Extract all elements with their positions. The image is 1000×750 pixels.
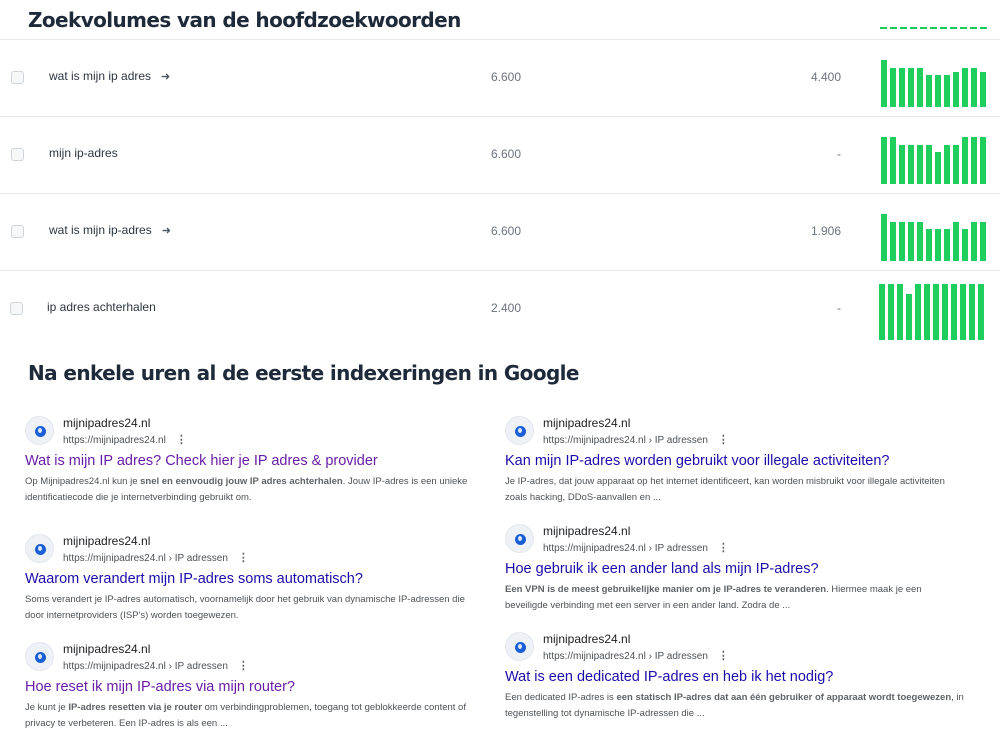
trend-header-dashes bbox=[880, 27, 988, 29]
trend-bar bbox=[980, 222, 986, 261]
result-site-name[interactable]: mijnipadres24.nl bbox=[63, 642, 151, 656]
trend-bar bbox=[899, 145, 905, 184]
globe-icon bbox=[515, 426, 526, 437]
keyword-row bbox=[0, 193, 1000, 270]
trend-bar bbox=[933, 284, 939, 340]
result-snippet bbox=[505, 582, 965, 614]
row-checkbox[interactable] bbox=[11, 148, 24, 161]
trend-bar bbox=[917, 145, 923, 184]
more-vert-icon[interactable]: ⋮ bbox=[237, 660, 249, 672]
trend-bar bbox=[953, 145, 959, 184]
more-vert-icon[interactable]: ⋮ bbox=[237, 552, 249, 564]
keyword-row bbox=[0, 116, 1000, 193]
result-url[interactable]: https://mijnipadres24.nl › IP adressen bbox=[543, 651, 708, 662]
snippet-highlight: Een VPN is de meest gebruikelijke manier om je IP-adres te veranderen bbox=[505, 584, 827, 595]
search-volume: 6.600 bbox=[490, 147, 521, 161]
trend-bar bbox=[944, 229, 950, 261]
trend-bar bbox=[888, 284, 894, 340]
trend-bar bbox=[926, 145, 932, 184]
heading-indexing: Na enkele uren al de eerste indexeringen in Google bbox=[28, 361, 579, 385]
result-snippet bbox=[505, 474, 965, 506]
row-checkbox[interactable] bbox=[11, 71, 24, 84]
snippet-text: , in tegenstelling tot dynamische IP-adressen die ... bbox=[505, 692, 964, 719]
snippet-highlight: snel en eenvoudig jouw IP adres achterhalen bbox=[140, 476, 343, 487]
result-url-line bbox=[543, 541, 729, 554]
trend-chart bbox=[881, 137, 991, 184]
search-volume: 6.600 bbox=[490, 224, 521, 238]
result-title-link[interactable]: Hoe reset ik mijn IP-adres via mijn router? bbox=[25, 679, 295, 695]
result-url[interactable]: https://mijnipadres24.nl › IP adressen bbox=[63, 553, 228, 564]
snippet-text: om verbindingproblemen, toegang tot geblokkeerde content of privacy te verbeteren. Een IP-adres is als een ... bbox=[25, 702, 466, 729]
search-result bbox=[505, 524, 975, 624]
globe-icon bbox=[35, 544, 46, 555]
search-result bbox=[25, 416, 495, 516]
secondary-volume: 1.906 bbox=[810, 224, 841, 238]
row-checkbox[interactable] bbox=[10, 302, 23, 315]
search-result bbox=[25, 642, 495, 742]
result-snippet bbox=[25, 474, 485, 506]
trend-bar bbox=[935, 152, 941, 184]
result-url-line bbox=[543, 433, 729, 446]
result-url-line bbox=[543, 649, 729, 662]
result-url-line bbox=[63, 659, 249, 672]
trend-bar bbox=[924, 284, 930, 340]
trend-bar bbox=[908, 68, 914, 107]
external-link-icon[interactable]: ➜ bbox=[161, 225, 171, 237]
trend-bar bbox=[960, 284, 966, 340]
snippet-highlight: IP-adres resetten via je router bbox=[68, 702, 202, 713]
trend-bar bbox=[962, 229, 968, 261]
search-result bbox=[25, 534, 495, 634]
snippet-text: Je IP-adres, dat jouw apparaat op het internet identificeert, kan worden misbruikt voor illegale activiteiten zoals hacking, DDoS-aanvallen en ... bbox=[505, 476, 945, 503]
keyword-row bbox=[0, 39, 1000, 116]
trend-bar bbox=[953, 222, 959, 261]
trend-bar bbox=[944, 145, 950, 184]
trend-chart bbox=[879, 284, 989, 340]
result-url-line bbox=[63, 433, 187, 446]
snippet-text: Je kunt je bbox=[25, 702, 69, 713]
keyword-cell bbox=[49, 223, 171, 237]
site-favicon bbox=[505, 632, 534, 661]
more-vert-icon[interactable]: ⋮ bbox=[717, 650, 729, 662]
result-url[interactable]: https://mijnipadres24.nl › IP adressen bbox=[543, 543, 708, 554]
result-site-name[interactable]: mijnipadres24.nl bbox=[63, 416, 151, 430]
keyword-text: mijn ip-adres bbox=[49, 146, 118, 160]
snippet-text: Soms verandert je IP-adres automatisch, voornamelijk door het gebruik van dynamische IP-adressen die door internetproviders (ISP's) worden toegewezen. bbox=[25, 594, 465, 621]
trend-bar bbox=[899, 222, 905, 261]
trend-bar bbox=[906, 294, 912, 340]
keyword-cell bbox=[49, 146, 118, 160]
trend-bar bbox=[908, 145, 914, 184]
result-url[interactable]: https://mijnipadres24.nl bbox=[63, 435, 166, 446]
globe-icon bbox=[35, 426, 46, 437]
trend-chart bbox=[881, 60, 991, 107]
keyword-text: ip adres achterhalen bbox=[47, 300, 156, 314]
trend-bar bbox=[935, 229, 941, 261]
trend-bar bbox=[917, 68, 923, 107]
trend-bar bbox=[881, 214, 887, 261]
trend-bar bbox=[917, 222, 923, 261]
result-title-link[interactable]: Kan mijn IP-adres worden gebruikt voor illegale activiteiten? bbox=[505, 453, 890, 469]
search-result bbox=[505, 416, 975, 516]
trend-bar bbox=[926, 75, 932, 107]
trend-bar bbox=[980, 137, 986, 184]
trend-bar bbox=[890, 68, 896, 107]
trend-bar bbox=[971, 222, 977, 261]
result-title-link[interactable]: Wat is een dedicated IP-adres en heb ik het nodig? bbox=[505, 669, 834, 685]
trend-bar bbox=[953, 72, 959, 107]
snippet-text: . Hiermee maak je een beveiligde verbinding met een server in een ander land. Zodra de ... bbox=[505, 584, 922, 611]
result-title-link[interactable]: Waarom verandert mijn IP-adres soms automatisch? bbox=[25, 571, 363, 587]
secondary-volume: - bbox=[837, 147, 841, 161]
trend-bar bbox=[915, 284, 921, 340]
result-site-name[interactable]: mijnipadres24.nl bbox=[543, 416, 631, 430]
trend-bar bbox=[978, 284, 984, 340]
keyword-cell bbox=[49, 69, 170, 83]
trend-bar bbox=[971, 68, 977, 107]
trend-chart bbox=[881, 214, 991, 261]
trend-bar bbox=[879, 284, 885, 340]
row-checkbox[interactable] bbox=[11, 225, 24, 238]
result-snippet bbox=[25, 592, 485, 624]
globe-icon bbox=[515, 534, 526, 545]
result-snippet bbox=[25, 700, 485, 732]
result-site-name[interactable]: mijnipadres24.nl bbox=[543, 524, 631, 538]
keyword-text: wat is mijn ip-adres bbox=[49, 223, 152, 237]
site-favicon bbox=[505, 524, 534, 553]
site-favicon bbox=[25, 416, 54, 445]
globe-icon bbox=[515, 642, 526, 653]
result-site-name[interactable]: mijnipadres24.nl bbox=[63, 534, 151, 548]
trend-bar bbox=[944, 75, 950, 107]
result-title-link[interactable]: Wat is mijn IP adres? Check hier je IP adres & provider bbox=[25, 453, 378, 469]
site-favicon bbox=[25, 642, 54, 671]
result-snippet bbox=[505, 690, 965, 722]
trend-bar bbox=[942, 284, 948, 340]
search-volume: 2.400 bbox=[490, 301, 521, 315]
search-volume: 6.600 bbox=[490, 70, 521, 84]
snippet-text: Op Mijnipadres24.nl kun je bbox=[25, 476, 141, 487]
result-site-name[interactable]: mijnipadres24.nl bbox=[543, 632, 631, 646]
result-url[interactable]: https://mijnipadres24.nl › IP adressen bbox=[63, 661, 228, 672]
more-vert-icon[interactable]: ⋮ bbox=[717, 542, 729, 554]
result-title-link[interactable]: Hoe gebruik ik een ander land als mijn IP-adres? bbox=[505, 561, 819, 577]
trend-bar bbox=[969, 284, 975, 340]
trend-bar bbox=[962, 137, 968, 184]
result-url[interactable]: https://mijnipadres24.nl › IP adressen bbox=[543, 435, 708, 446]
trend-bar bbox=[935, 75, 941, 107]
trend-bar bbox=[899, 68, 905, 107]
more-vert-icon[interactable]: ⋮ bbox=[717, 434, 729, 446]
trend-bar bbox=[890, 137, 896, 184]
trend-bar bbox=[897, 284, 903, 340]
more-vert-icon[interactable]: ⋮ bbox=[175, 434, 187, 446]
site-favicon bbox=[25, 534, 54, 563]
secondary-volume: - bbox=[837, 301, 841, 315]
secondary-volume: 4.400 bbox=[810, 70, 841, 84]
snippet-highlight: een statisch IP-adres dat aan één gebruiker of apparaat wordt toegewezen bbox=[616, 692, 952, 703]
trend-bar bbox=[881, 60, 887, 107]
trend-bar bbox=[890, 222, 896, 261]
trend-bar bbox=[881, 137, 887, 184]
globe-icon bbox=[35, 652, 46, 663]
keyword-cell bbox=[47, 300, 156, 314]
snippet-text: Een dedicated IP-adres is bbox=[505, 692, 617, 703]
site-favicon bbox=[505, 416, 534, 445]
heading-search-volumes: Zoekvolumes van de hoofdzoekwoorden bbox=[28, 8, 461, 32]
trend-bar bbox=[962, 68, 968, 107]
external-link-icon[interactable]: ➜ bbox=[161, 71, 171, 83]
keyword-text: wat is mijn ip adres bbox=[49, 69, 152, 83]
result-url-line bbox=[63, 551, 249, 564]
search-result bbox=[505, 632, 975, 732]
trend-bar bbox=[971, 137, 977, 184]
trend-bar bbox=[951, 284, 957, 340]
snippet-text: . Jouw IP-adres is een unieke identificatiecode die je internetverbinding gebruikt om. bbox=[25, 476, 468, 503]
trend-bar bbox=[908, 222, 914, 261]
keyword-row bbox=[0, 270, 1000, 347]
trend-bar bbox=[980, 72, 986, 107]
trend-bar bbox=[926, 229, 932, 261]
